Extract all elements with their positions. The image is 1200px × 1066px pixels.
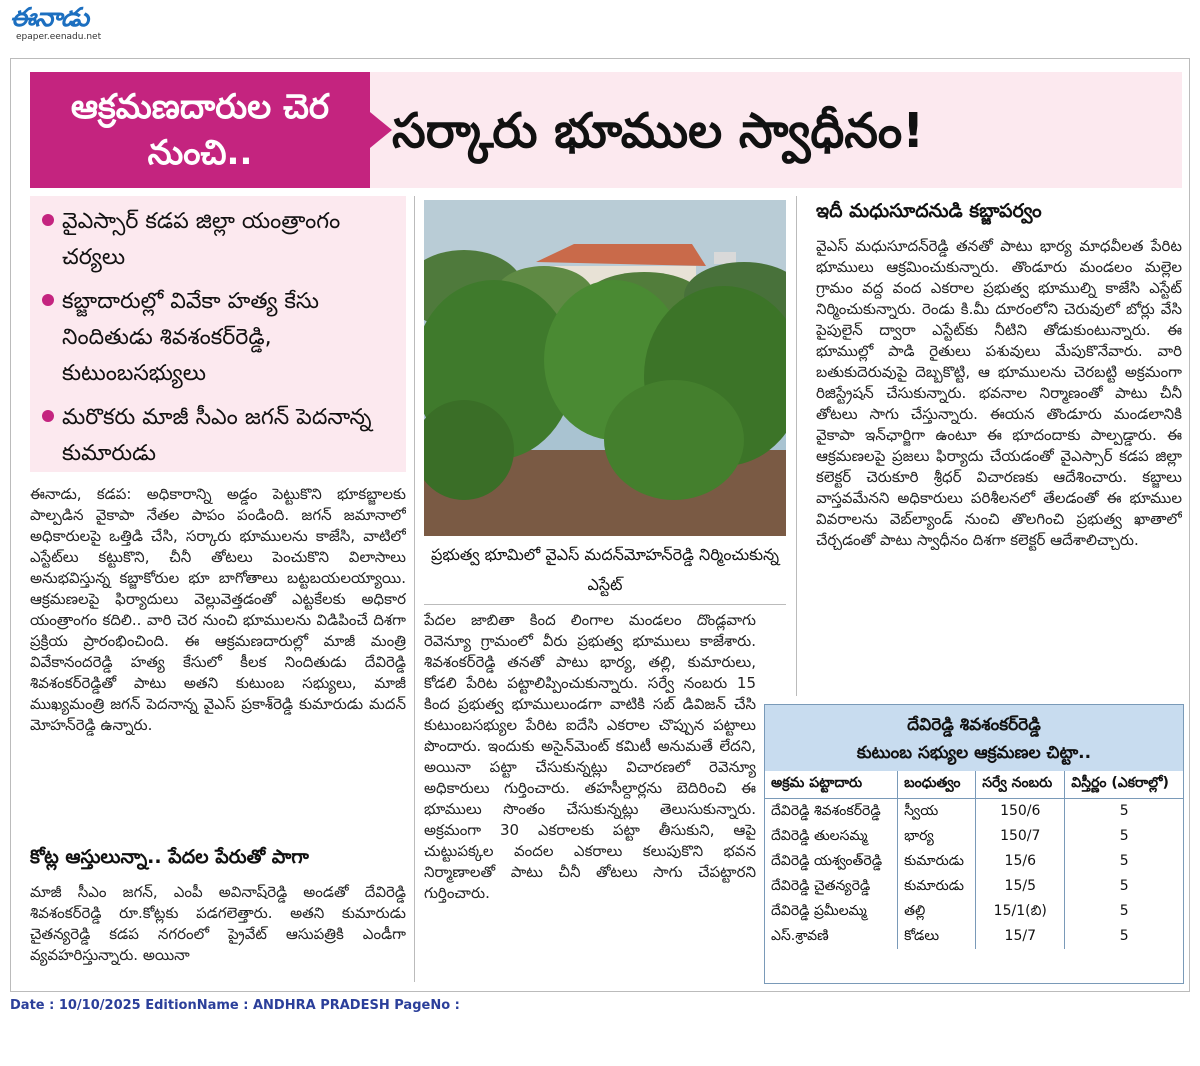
table-row: దేవిరెడ్డి శివశంకర్‌రెడ్డి స్వీయ 150/6 5 bbox=[765, 799, 1183, 825]
eenadu-logo bbox=[10, 4, 120, 48]
photo-caption: ప్రభుత్వ భూమిలో వైఎస్ మదన్‌మోహన్‌రెడ్డి నిర్మించుకున్న ఎస్టేట్ bbox=[430, 545, 779, 594]
article-paragraph: ఈనాడు, కడప: అధికారాన్ని అడ్డం పెట్టుకొని భూకబ్జాలకు పాల్పడిన వైకాపా నేతల పాపం పండింది. జగన్ జమానాలో అధికారులపై ఒత్తిడి చేసి, సర్కారు భూములను కాజేసి, వాటిలో ఎస్టేట్‌లు కట్టుకొని, చీనీ తోటలు పెంచుకొని విలాసాలు అనుభవిస్తున్న కబ్జాకోరుల భూ బాగోతాలు బట్టబయలయ్యాయి. ఆక్రమణలపై ఫిర్యాదులు వెల్లువెత్తడంతో ఎట్టకేలకు అధికార యంత్రాంగం కదిలి.. వారి చెర నుంచి భూములను విడిపించే దిశగా ప్రక్రియ ప్రారంభించింది. ఈ ఆక్రమణదారుల్లో మాజీ మంత్రి వివేకానందరెడ్డి హత్య కేసులో కీలక నిందితుడు దేవిరెడ్డి శివశంకర్‌రెడ్డితో పాటు అతని కుటుంబ సభ్యులు, మాజీ ముఖ్యమంత్రి జగన్ పెదనాన్న వైఎస్ ప్రకాశ్‌రెడ్డి కుమారుడు మదన్ మోహన్‌రెడ్డి ఉన్నారు. bbox=[30, 485, 406, 734]
estate-photo bbox=[424, 200, 786, 536]
article-paragraph: పేదల జాబితా కింద లింగాల మండలం దొండ్లవాగు రెవెన్యూ గ్రామంలో వీరు ప్రభుత్వ భూములు కాజేశారు. శివశంకర్‌రెడ్డి తనతో పాటు భార్య, తల్లి, కుమారులు, కోడలి పేరిట పట్టాలిప్పించుకున్నారు. సర్వే నంబరు 15 కింద ప్రభుత్వ భూములుండగా వాటికి సబ్ డివిజన్ చేసి కుటుంబసభ్యుల పేరిట ఐదేసి ఎకరాల చొప్పున పట్టాలు పొందారు. ఇందుకు అసైన్‌మెంట్ కమిటీ అనుమతే లేదని, అయినా పట్టా చేసుకున్నట్లు విచారణలో రెవెన్యూ అధికారులు గుర్తించారు. తహసీల్దార్లను బెదిరించి ఈ భూములు సొంతం చేసుకున్నట్లు తెలుసుకున్నారు. అక్రమంగా 30 ఎకరాలకు పట్టా తీసుకుని, ఆపై చుట్టుపక్కల వందల ఎకరాలు కలుపుకొని భవన నిర్మాణాలతో పాటు చీనీ తోటలు సాగు చేపట్టారని గుర్తించారు. bbox=[424, 611, 756, 902]
bullet-icon bbox=[42, 294, 54, 306]
table-row: దేవిరెడ్డి తులసమ్మ భార్య 150/7 5 bbox=[765, 824, 1183, 849]
article-paragraph: వైఎస్ మధుసూదన్‌రెడ్డి తనతో పాటు భార్య మాధవీలత పేరిట భూములు ఆక్రమించుకున్నారు. తొండూరు మండలం మల్లెల గ్రామం వద్ద వంద ఎకరాల ప్రభుత్వ భూముల్ని కాజేసి ఎస్టేట్ నిర్మించుకున్నారు. రెండు కి.మీ దూరంలోని చెరువులో బోర్లు వేసి పైపులైన్ ద్వారా ఎస్టేట్‌కు నీటిని తోడుకుంటున్నారు. ఈ భూముల్లో పాడి రైతులు పశువులు మేపుకొనేవారు. వారి బతుకుదెరువుపై దెబ్బకొట్టి, ఆ భూములను చెరబట్టి అక్రమంగా రిజిస్ట్రేషన్ చేసుకున్నారు. భవనాల నిర్మాణంతో పాటు చీనీ తోటలు సాగు చేస్తున్నారు. ఈయన తొండూరు మండలానికి వైకాపా ఇన్‌ఛార్జిగా ఉంటూ ఈ భూదందాకు పాల్పడ్డారు. ఈ ఆక్రమణలపై ప్రజలు ఫిర్యాదు చేయడంతో వైఎస్సార్ కడప జిల్లా కలెక్టర్ చెరుకూరి శ్రీధర్ విచారణకు ఆదేశించారు. కబ్జాలు వాస్తవమేనని అధికారులు పరిశీలనలో తేలడంతో ఈ భూముల వివరాలను వెబ్‌ల్యాండ్ నుంచి తొలగించి ప్రభుత్వ ఖాతాలో చేర్చడంతో పాటు స్వాధీనం దిశగా కలెక్టర్ ఆదేశాలిచ్చారు. bbox=[816, 237, 1182, 549]
headline-title: సర్కారు భూముల స్వాధీనం! bbox=[392, 103, 925, 159]
table-row: దేవిరెడ్డి ప్రమీలమ్మ తల్లి 15/1(బి) 5 bbox=[765, 899, 1183, 924]
column-header: బంధుత్వం bbox=[898, 771, 976, 799]
column-header: విస్తీర్ణం (ఎకరాల్లో) bbox=[1065, 771, 1183, 799]
article-column-3 bbox=[816, 236, 1182, 682]
highlights-box bbox=[30, 196, 406, 472]
article-column-1b bbox=[30, 882, 406, 978]
site-url: epaper.eenadu.net bbox=[16, 32, 102, 42]
column-header: సర్వే నంబరు bbox=[976, 771, 1065, 799]
estate-photo-image bbox=[424, 200, 786, 536]
highlight-item: మరొకరు మాజీ సీఎం జగన్ పెదనాన్న కుమారుడు bbox=[34, 400, 396, 472]
table-row: దేవిరెడ్డి యశ్వంత్‌రెడ్డి కుమారుడు 15/6 5 bbox=[765, 849, 1183, 874]
encroachment-table bbox=[765, 771, 1183, 949]
caption-rule bbox=[424, 604, 786, 605]
column-header: అక్రమ పట్టాదారు bbox=[765, 771, 898, 799]
column-divider bbox=[414, 196, 415, 982]
article-column-1 bbox=[30, 484, 406, 834]
article-paragraph: మాజీ సీఎం జగన్, ఎంపీ అవినాష్‌రెడ్డి అండతో దేవిరెడ్డి శివశంకర్‌రెడ్డి రూ.కోట్లకు పడగలెత్తారు. అతని కుమారుడు చైతన్యరెడ్డి కడప నగరంలో ప్రైవేట్ ఆసుపత్రికి ఎండీగా వ్యవహరిస్తున్నారు. అయినా bbox=[30, 883, 406, 964]
encroachment-table-box bbox=[764, 704, 1184, 984]
bullet-icon bbox=[42, 410, 54, 422]
highlight-item: కబ్జాదారుల్లో వివేకా హత్య కేసు నిందితుడు శివశంకర్‌రెడ్డి, కుటుంబసభ్యులు bbox=[34, 284, 396, 392]
table-row: ఎస్.శ్రావణి కోడలు 15/7 5 bbox=[765, 924, 1183, 949]
logo-wordmark: ఈనాడు bbox=[10, 3, 89, 33]
bullet-icon bbox=[42, 214, 54, 226]
subheading-2: ఇదీ మధుసూదనుడి కబ్జాపర్వం bbox=[816, 200, 1042, 222]
highlight-item: వైఎస్సార్ కడప జిల్లా యంత్రాంగం చర్యలు bbox=[34, 204, 396, 276]
subheading-1: కోట్ల ఆస్తులున్నా.. పేదల పేరుతో పాగా bbox=[30, 846, 309, 868]
column-divider bbox=[796, 196, 797, 696]
table-header-row bbox=[765, 771, 1183, 799]
table-title: దేవిరెడ్డి శివశంకర్‌రెడ్డి కుటుంబ సభ్యుల ఆక్రమణల చిట్టా.. bbox=[765, 705, 1183, 771]
edition-footer: Date : 10/10/2025 EditionName : ANDHRA PRADESH PageNo : bbox=[10, 998, 460, 1013]
article-column-2 bbox=[424, 610, 756, 980]
headline-kicker: ఆక్రమణదారుల చెర నుంచి.. bbox=[30, 72, 370, 188]
table-row: దేవిరెడ్డి చైతన్యరెడ్డి కుమారుడు 15/5 5 bbox=[765, 874, 1183, 899]
